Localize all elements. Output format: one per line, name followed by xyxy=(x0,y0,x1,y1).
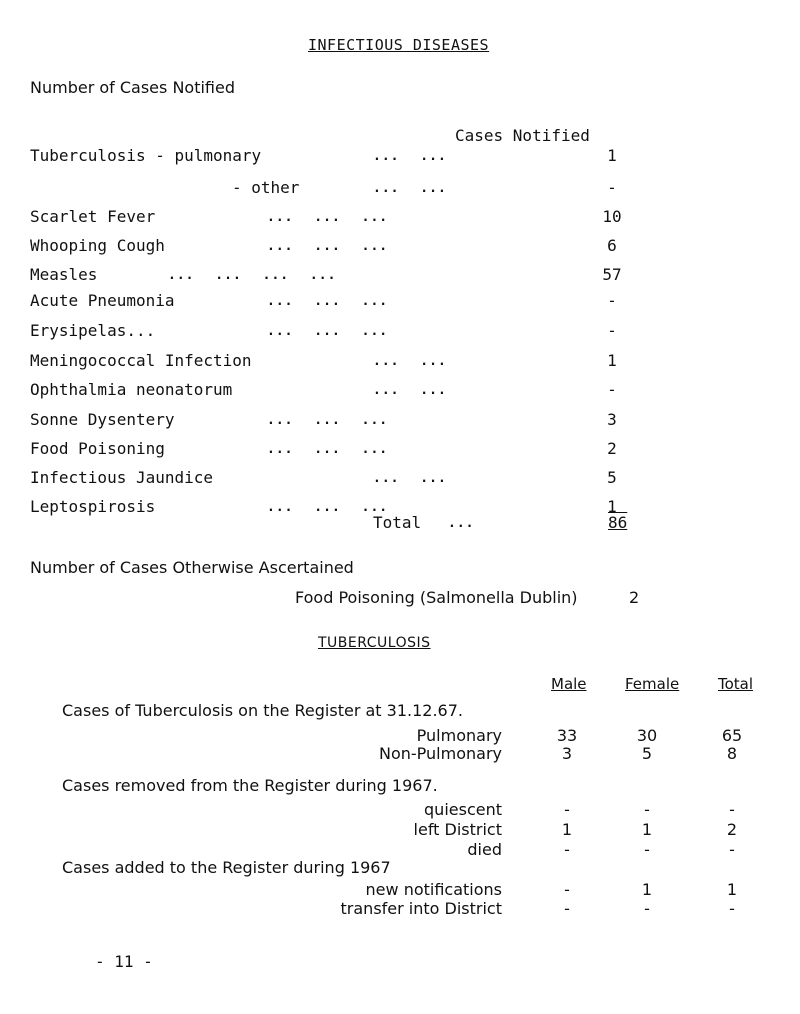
notified-row-dots: ... ... xyxy=(373,149,447,164)
tb-cell-male: - xyxy=(564,840,570,859)
notified-row-dots: ... ... ... xyxy=(267,294,389,309)
notified-column-header: Cases Notified xyxy=(455,126,590,145)
tb-cell-total: 65 xyxy=(721,726,743,745)
tb-cell-female: 1 xyxy=(641,880,653,899)
tb-cell-female: - xyxy=(644,840,650,859)
page-title: INFECTIOUS DISEASES xyxy=(308,36,490,54)
tb-row-label: left District xyxy=(413,820,502,839)
notified-row-value: - xyxy=(607,321,617,340)
notified-row-label: - other xyxy=(232,178,300,197)
notified-row-dots: ... ... ... xyxy=(267,413,389,428)
tb-cell-female: 30 xyxy=(636,726,658,745)
notified-row-dots: ... ... ... xyxy=(267,324,389,339)
notified-row-label: Whooping Cough xyxy=(30,236,165,255)
notified-row-label: Ophthalmia neonatorum xyxy=(30,380,233,399)
notified-row-label: Sonne Dysentery xyxy=(30,410,175,429)
notified-row-label: Erysipelas... xyxy=(30,321,156,340)
notified-row-label: Tuberculosis - pulmonary xyxy=(30,146,262,165)
notified-row-dots: ... ... xyxy=(373,354,447,369)
tb-row-label: died xyxy=(467,840,502,859)
tb-col-total: Total xyxy=(718,675,754,693)
tb-cell-total: - xyxy=(729,899,735,918)
tb-removed-label: Cases removed from the Register during 1967. xyxy=(62,776,438,795)
page-number: - 11 - xyxy=(95,952,153,971)
notified-row-value: 1 xyxy=(607,497,617,516)
notified-row-dots: ... ... ... xyxy=(267,500,389,515)
tb-cell-female: - xyxy=(644,800,650,819)
notified-row-value: 3 xyxy=(607,410,617,429)
notified-row-dots: ... ... xyxy=(373,471,447,486)
tb-cell-male: 3 xyxy=(561,744,573,763)
otherwise-heading: Number of Cases Otherwise Ascertained xyxy=(30,558,354,577)
tb-cell-female: 5 xyxy=(641,744,653,763)
notified-row-dots: ... ... xyxy=(373,383,447,398)
total-value: 86 xyxy=(608,513,628,532)
tb-register-label: Cases of Tuberculosis on the Register at 31.12.67. xyxy=(62,701,463,720)
notified-row-value: - xyxy=(607,380,617,399)
total-dots: ... xyxy=(448,516,475,531)
tb-row-label: new notifications xyxy=(365,880,502,899)
tb-cell-male: - xyxy=(564,880,570,899)
notified-row-value: - xyxy=(607,291,617,310)
tb-row-label: quiescent xyxy=(424,800,502,819)
notified-row-label: Leptospirosis xyxy=(30,497,156,516)
notified-row-value: 2 xyxy=(607,439,617,458)
total-label: Total xyxy=(373,513,422,532)
tb-col-female: Female xyxy=(625,675,680,693)
tb-cell-male: - xyxy=(564,899,570,918)
notified-row-value: 1 xyxy=(607,146,617,165)
tb-row-label: Pulmonary xyxy=(416,726,502,745)
tb-cell-total: 2 xyxy=(726,820,738,839)
notified-row-dots: ... ... xyxy=(373,181,447,196)
notified-row-value: 6 xyxy=(607,236,617,255)
tb-col-male: Male xyxy=(551,675,587,693)
notified-row-label: Food Poisoning xyxy=(30,439,165,458)
otherwise-value: 2 xyxy=(629,588,640,607)
notified-row-value: 5 xyxy=(607,468,617,487)
tb-cell-female: - xyxy=(644,899,650,918)
tb-cell-male: 33 xyxy=(556,726,578,745)
notified-row-label: Scarlet Fever xyxy=(30,207,156,226)
notified-row-dots: ... ... ... xyxy=(267,210,389,225)
tb-heading: TUBERCULOSIS xyxy=(318,635,431,651)
tb-added-label: Cases added to the Register during 1967 xyxy=(62,858,391,877)
notified-row-label: Measles xyxy=(30,265,98,284)
notified-row-dots: ... ... ... xyxy=(267,239,389,254)
tb-cell-total: 8 xyxy=(726,744,738,763)
notified-row-dots: ... ... ... xyxy=(267,442,389,457)
tb-cell-total: - xyxy=(729,840,735,859)
tb-cell-male: - xyxy=(564,800,570,819)
notified-row-label: Acute Pneumonia xyxy=(30,291,175,310)
notified-row-value: 1 xyxy=(607,351,617,370)
tb-row-label: Non-Pulmonary xyxy=(379,744,502,763)
notified-row-label: Meningococcal Infection xyxy=(30,351,252,370)
tb-row-label: transfer into District xyxy=(340,899,502,918)
tb-cell-male: 1 xyxy=(561,820,573,839)
notified-row-value: 57 xyxy=(602,265,622,284)
notified-row-value: 10 xyxy=(602,207,622,226)
tb-cell-female: 1 xyxy=(641,820,653,839)
tb-cell-total: - xyxy=(729,800,735,819)
notified-row-dots: ... ... ... ... xyxy=(168,268,337,283)
notified-row-value: - xyxy=(607,178,617,197)
otherwise-item: Food Poisoning (Salmonella Dublin) xyxy=(295,588,578,607)
notified-heading: Number of Cases Notified xyxy=(30,78,235,97)
notified-row-label: Infectious Jaundice xyxy=(30,468,214,487)
tb-cell-total: 1 xyxy=(726,880,738,899)
